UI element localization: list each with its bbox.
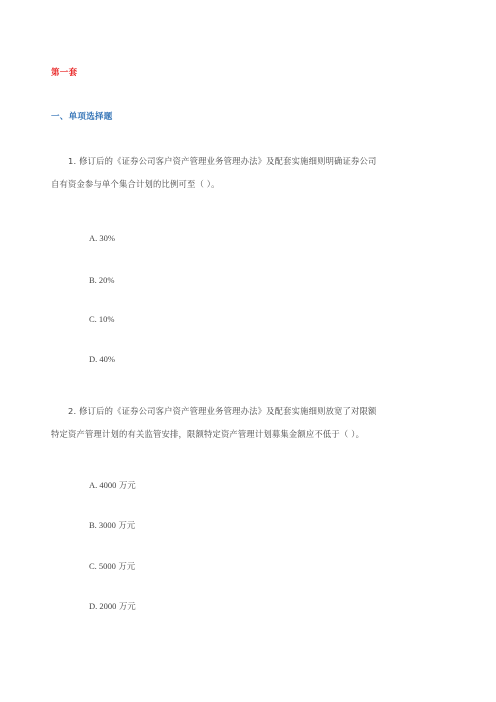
option-unit: 万元 <box>115 561 136 571</box>
option-a: A. 30% <box>89 233 115 243</box>
set-title: 第一套 <box>51 68 78 78</box>
question-text-line: 自有资金参与单个集合计划的比例可至（ ）。 <box>51 179 220 189</box>
option-b <box>89 519 135 531</box>
section-heading: 一、单项选择题 <box>51 112 113 122</box>
option-unit: 万元 <box>116 480 136 490</box>
option-c: C. 10% <box>89 314 115 324</box>
question-text-line: 2. 修订后的《证券公司客户资产管理业务管理办法》及配套实施细则放宽了对限额 <box>68 406 377 416</box>
option-value: A. 4000 <box>89 480 117 490</box>
option-d <box>89 600 136 612</box>
option-value: C. 5000 <box>89 561 116 571</box>
option-unit: 万元 <box>116 601 136 611</box>
option-a <box>89 479 136 491</box>
question-1 <box>51 150 437 196</box>
option-c <box>89 560 135 572</box>
option-d: D. 40% <box>89 354 115 364</box>
option-unit: 万元 <box>115 520 136 530</box>
question-2 <box>51 400 437 446</box>
option-value: B. 3000 <box>89 520 116 530</box>
option-value: D. 2000 <box>89 601 117 611</box>
question-text-line: 1. 修订后的《证券公司客户资产管理业务管理办法》及配套实施细则明确证券公司 <box>68 156 377 166</box>
question-text-line: 特定资产管理计划的有关监管安排，限额特定资产管理计划募集金额应不低于（ ）。 <box>51 429 365 439</box>
option-b: B. 20% <box>89 275 115 285</box>
